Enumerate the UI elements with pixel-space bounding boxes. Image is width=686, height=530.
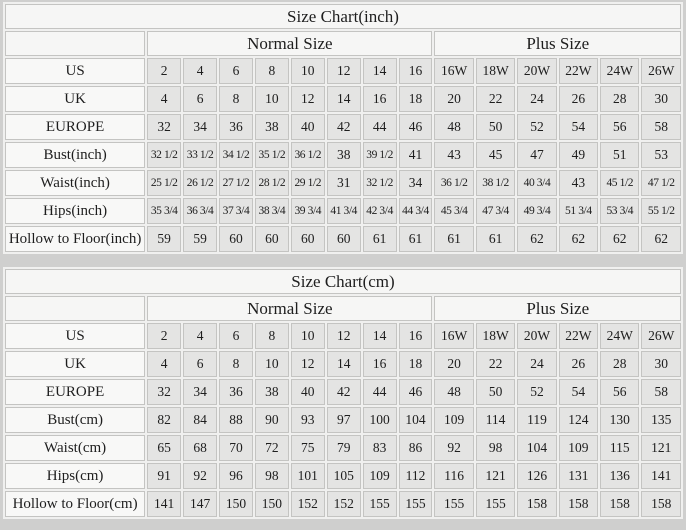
size-value-cell: 158 bbox=[517, 491, 556, 517]
size-value-cell: 91 bbox=[147, 463, 181, 489]
table-title: Size Chart(cm) bbox=[5, 269, 681, 294]
size-value-cell: 31 bbox=[327, 170, 361, 196]
size-value-cell: 60 bbox=[327, 226, 361, 252]
size-value-cell: 155 bbox=[434, 491, 473, 517]
size-value-cell: 61 bbox=[399, 226, 433, 252]
size-value-cell: 114 bbox=[476, 407, 515, 433]
size-value-cell: 20 bbox=[434, 351, 473, 377]
size-value-cell: 41 3/4 bbox=[327, 198, 361, 224]
size-value-cell: 39 3/4 bbox=[291, 198, 325, 224]
size-value-cell: 115 bbox=[600, 435, 639, 461]
size-value-cell: 24W bbox=[600, 58, 639, 84]
column-group-row bbox=[5, 31, 681, 56]
size-value-cell: 97 bbox=[327, 407, 361, 433]
size-value-cell: 37 3/4 bbox=[219, 198, 253, 224]
size-value-cell: 44 bbox=[363, 114, 397, 140]
size-value-cell: 119 bbox=[517, 407, 556, 433]
size-value-cell: 24 bbox=[517, 86, 556, 112]
table-row bbox=[5, 463, 681, 489]
row-label: UK bbox=[5, 86, 145, 112]
size-value-cell: 26 1/2 bbox=[183, 170, 217, 196]
size-value-cell: 62 bbox=[600, 226, 639, 252]
size-value-cell: 147 bbox=[183, 491, 217, 517]
size-value-cell: 44 3/4 bbox=[399, 198, 433, 224]
size-value-cell: 26W bbox=[641, 323, 681, 349]
size-value-cell: 18W bbox=[476, 58, 515, 84]
size-value-cell: 36 1/2 bbox=[434, 170, 473, 196]
size-value-cell: 33 1/2 bbox=[183, 142, 217, 168]
size-value-cell: 20W bbox=[517, 58, 556, 84]
size-value-cell: 18W bbox=[476, 323, 515, 349]
size-value-cell: 59 bbox=[183, 226, 217, 252]
size-value-cell: 126 bbox=[517, 463, 556, 489]
table-row bbox=[5, 86, 681, 112]
normal-size-header: Normal Size bbox=[147, 296, 432, 321]
size-value-cell: 8 bbox=[219, 351, 253, 377]
size-value-cell: 14 bbox=[327, 351, 361, 377]
size-value-cell: 51 bbox=[600, 142, 639, 168]
size-value-cell: 101 bbox=[291, 463, 325, 489]
size-value-cell: 47 bbox=[517, 142, 556, 168]
size-value-cell: 16W bbox=[434, 323, 473, 349]
size-value-cell: 58 bbox=[641, 114, 681, 140]
size-value-cell: 82 bbox=[147, 407, 181, 433]
size-value-cell: 2 bbox=[147, 323, 181, 349]
size-chart-cm-body bbox=[5, 323, 681, 517]
size-value-cell: 50 bbox=[476, 379, 515, 405]
size-value-cell: 26 bbox=[559, 351, 598, 377]
size-value-cell: 22 bbox=[476, 351, 515, 377]
size-value-cell: 14 bbox=[363, 58, 397, 84]
size-value-cell: 30 bbox=[641, 351, 681, 377]
size-value-cell: 22W bbox=[559, 58, 598, 84]
size-value-cell: 75 bbox=[291, 435, 325, 461]
size-value-cell: 29 1/2 bbox=[291, 170, 325, 196]
size-value-cell: 32 bbox=[147, 114, 181, 140]
size-value-cell: 141 bbox=[641, 463, 681, 489]
size-value-cell: 41 bbox=[399, 142, 433, 168]
size-value-cell: 90 bbox=[255, 407, 289, 433]
size-value-cell: 100 bbox=[363, 407, 397, 433]
size-value-cell: 8 bbox=[255, 58, 289, 84]
size-value-cell: 16 bbox=[363, 86, 397, 112]
size-value-cell: 38 bbox=[255, 114, 289, 140]
row-label: Hollow to Floor(cm) bbox=[5, 491, 145, 517]
table-row bbox=[5, 226, 681, 252]
size-value-cell: 56 bbox=[600, 379, 639, 405]
size-value-cell: 4 bbox=[183, 58, 217, 84]
size-value-cell: 112 bbox=[399, 463, 433, 489]
size-value-cell: 131 bbox=[559, 463, 598, 489]
size-value-cell: 48 bbox=[434, 114, 473, 140]
table-row bbox=[5, 323, 681, 349]
size-value-cell: 104 bbox=[399, 407, 433, 433]
size-value-cell: 46 bbox=[399, 379, 433, 405]
row-label: Waist(cm) bbox=[5, 435, 145, 461]
size-value-cell: 16 bbox=[399, 323, 433, 349]
size-value-cell: 61 bbox=[363, 226, 397, 252]
size-value-cell: 40 3/4 bbox=[517, 170, 556, 196]
size-value-cell: 68 bbox=[183, 435, 217, 461]
row-label: Hollow to Floor(inch) bbox=[5, 226, 145, 252]
table-row bbox=[5, 407, 681, 433]
size-value-cell: 136 bbox=[600, 463, 639, 489]
size-value-cell: 10 bbox=[291, 58, 325, 84]
size-value-cell: 116 bbox=[434, 463, 473, 489]
size-value-cell: 16W bbox=[434, 58, 473, 84]
corner-cell bbox=[5, 31, 145, 56]
size-chart-inch-table bbox=[3, 2, 683, 254]
size-value-cell: 43 bbox=[434, 142, 473, 168]
size-value-cell: 36 1/2 bbox=[291, 142, 325, 168]
row-label: US bbox=[5, 323, 145, 349]
table-row bbox=[5, 491, 681, 517]
size-value-cell: 51 3/4 bbox=[559, 198, 598, 224]
size-value-cell: 47 3/4 bbox=[476, 198, 515, 224]
size-value-cell: 58 bbox=[641, 379, 681, 405]
size-value-cell: 35 3/4 bbox=[147, 198, 181, 224]
size-value-cell: 38 1/2 bbox=[476, 170, 515, 196]
size-value-cell: 26W bbox=[641, 58, 681, 84]
size-value-cell: 22W bbox=[559, 323, 598, 349]
table-row bbox=[5, 379, 681, 405]
size-value-cell: 26 bbox=[559, 86, 598, 112]
row-label: Waist(inch) bbox=[5, 170, 145, 196]
size-value-cell: 12 bbox=[327, 58, 361, 84]
size-value-cell: 59 bbox=[147, 226, 181, 252]
size-value-cell: 36 3/4 bbox=[183, 198, 217, 224]
size-value-cell: 55 1/2 bbox=[641, 198, 681, 224]
size-value-cell: 34 bbox=[183, 114, 217, 140]
size-value-cell: 104 bbox=[517, 435, 556, 461]
size-value-cell: 12 bbox=[291, 351, 325, 377]
size-value-cell: 83 bbox=[363, 435, 397, 461]
size-value-cell: 28 1/2 bbox=[255, 170, 289, 196]
size-value-cell: 86 bbox=[399, 435, 433, 461]
size-value-cell: 155 bbox=[363, 491, 397, 517]
size-value-cell: 72 bbox=[255, 435, 289, 461]
row-label: EUROPE bbox=[5, 379, 145, 405]
size-value-cell: 105 bbox=[327, 463, 361, 489]
size-value-cell: 130 bbox=[600, 407, 639, 433]
size-value-cell: 92 bbox=[434, 435, 473, 461]
size-value-cell: 49 3/4 bbox=[517, 198, 556, 224]
size-value-cell: 27 1/2 bbox=[219, 170, 253, 196]
size-value-cell: 20W bbox=[517, 323, 556, 349]
size-value-cell: 36 bbox=[219, 114, 253, 140]
size-value-cell: 40 bbox=[291, 379, 325, 405]
size-value-cell: 39 1/2 bbox=[363, 142, 397, 168]
size-value-cell: 45 bbox=[476, 142, 515, 168]
size-value-cell: 124 bbox=[559, 407, 598, 433]
size-value-cell: 43 bbox=[559, 170, 598, 196]
size-value-cell: 135 bbox=[641, 407, 681, 433]
corner-cell bbox=[5, 296, 145, 321]
normal-size-header: Normal Size bbox=[147, 31, 432, 56]
size-chart-inch-body bbox=[5, 58, 681, 252]
size-value-cell: 34 1/2 bbox=[219, 142, 253, 168]
size-value-cell: 62 bbox=[517, 226, 556, 252]
size-value-cell: 10 bbox=[255, 351, 289, 377]
table-row bbox=[5, 58, 681, 84]
size-value-cell: 152 bbox=[291, 491, 325, 517]
size-value-cell: 6 bbox=[219, 323, 253, 349]
size-value-cell: 79 bbox=[327, 435, 361, 461]
table-row bbox=[5, 142, 681, 168]
size-value-cell: 46 bbox=[399, 114, 433, 140]
size-value-cell: 61 bbox=[476, 226, 515, 252]
size-value-cell: 50 bbox=[476, 114, 515, 140]
row-label: EUROPE bbox=[5, 114, 145, 140]
table-row bbox=[5, 351, 681, 377]
size-value-cell: 4 bbox=[147, 86, 181, 112]
size-value-cell: 158 bbox=[600, 491, 639, 517]
table-row bbox=[5, 435, 681, 461]
size-value-cell: 84 bbox=[183, 407, 217, 433]
table-row bbox=[5, 114, 681, 140]
size-value-cell: 38 bbox=[255, 379, 289, 405]
size-value-cell: 8 bbox=[255, 323, 289, 349]
size-value-cell: 12 bbox=[327, 323, 361, 349]
size-value-cell: 158 bbox=[641, 491, 681, 517]
size-value-cell: 16 bbox=[363, 351, 397, 377]
size-value-cell: 20 bbox=[434, 86, 473, 112]
row-label: Bust(cm) bbox=[5, 407, 145, 433]
size-value-cell: 12 bbox=[291, 86, 325, 112]
size-value-cell: 42 bbox=[327, 379, 361, 405]
size-value-cell: 45 3/4 bbox=[434, 198, 473, 224]
table-row bbox=[5, 170, 681, 196]
size-value-cell: 4 bbox=[183, 323, 217, 349]
size-value-cell: 34 bbox=[183, 379, 217, 405]
size-value-cell: 109 bbox=[559, 435, 598, 461]
size-value-cell: 60 bbox=[219, 226, 253, 252]
size-value-cell: 28 bbox=[600, 86, 639, 112]
size-value-cell: 96 bbox=[219, 463, 253, 489]
size-value-cell: 152 bbox=[327, 491, 361, 517]
size-value-cell: 40 bbox=[291, 114, 325, 140]
column-group-row bbox=[5, 296, 681, 321]
size-value-cell: 62 bbox=[641, 226, 681, 252]
size-value-cell: 52 bbox=[517, 114, 556, 140]
size-value-cell: 121 bbox=[476, 463, 515, 489]
size-value-cell: 36 bbox=[219, 379, 253, 405]
size-value-cell: 2 bbox=[147, 58, 181, 84]
size-value-cell: 18 bbox=[399, 351, 433, 377]
size-value-cell: 61 bbox=[434, 226, 473, 252]
size-value-cell: 18 bbox=[399, 86, 433, 112]
size-value-cell: 70 bbox=[219, 435, 253, 461]
size-value-cell: 14 bbox=[363, 323, 397, 349]
size-chart-cm-table bbox=[3, 267, 683, 519]
size-value-cell: 38 3/4 bbox=[255, 198, 289, 224]
size-value-cell: 48 bbox=[434, 379, 473, 405]
table-title-row bbox=[5, 4, 681, 29]
row-label: Hips(inch) bbox=[5, 198, 145, 224]
table-row bbox=[5, 198, 681, 224]
size-value-cell: 141 bbox=[147, 491, 181, 517]
size-value-cell: 60 bbox=[255, 226, 289, 252]
size-value-cell: 32 1/2 bbox=[363, 170, 397, 196]
size-value-cell: 155 bbox=[399, 491, 433, 517]
size-value-cell: 54 bbox=[559, 379, 598, 405]
size-value-cell: 38 bbox=[327, 142, 361, 168]
size-value-cell: 30 bbox=[641, 86, 681, 112]
size-value-cell: 93 bbox=[291, 407, 325, 433]
size-value-cell: 6 bbox=[183, 351, 217, 377]
size-value-cell: 62 bbox=[559, 226, 598, 252]
row-label: UK bbox=[5, 351, 145, 377]
size-value-cell: 49 bbox=[559, 142, 598, 168]
size-value-cell: 88 bbox=[219, 407, 253, 433]
size-value-cell: 14 bbox=[327, 86, 361, 112]
size-value-cell: 121 bbox=[641, 435, 681, 461]
row-label: Bust(inch) bbox=[5, 142, 145, 168]
row-label: Hips(cm) bbox=[5, 463, 145, 489]
size-value-cell: 56 bbox=[600, 114, 639, 140]
size-value-cell: 34 bbox=[399, 170, 433, 196]
size-value-cell: 24W bbox=[600, 323, 639, 349]
size-value-cell: 109 bbox=[363, 463, 397, 489]
size-value-cell: 32 1/2 bbox=[147, 142, 181, 168]
row-label: US bbox=[5, 58, 145, 84]
size-value-cell: 44 bbox=[363, 379, 397, 405]
size-value-cell: 4 bbox=[147, 351, 181, 377]
size-value-cell: 10 bbox=[255, 86, 289, 112]
size-value-cell: 45 1/2 bbox=[600, 170, 639, 196]
table-title-row bbox=[5, 269, 681, 294]
size-value-cell: 8 bbox=[219, 86, 253, 112]
size-value-cell: 150 bbox=[255, 491, 289, 517]
size-value-cell: 65 bbox=[147, 435, 181, 461]
size-value-cell: 155 bbox=[476, 491, 515, 517]
size-value-cell: 22 bbox=[476, 86, 515, 112]
size-value-cell: 42 bbox=[327, 114, 361, 140]
size-value-cell: 6 bbox=[183, 86, 217, 112]
size-value-cell: 54 bbox=[559, 114, 598, 140]
size-value-cell: 53 3/4 bbox=[600, 198, 639, 224]
plus-size-header: Plus Size bbox=[434, 296, 681, 321]
size-value-cell: 109 bbox=[434, 407, 473, 433]
size-value-cell: 98 bbox=[476, 435, 515, 461]
size-value-cell: 52 bbox=[517, 379, 556, 405]
size-value-cell: 150 bbox=[219, 491, 253, 517]
size-value-cell: 25 1/2 bbox=[147, 170, 181, 196]
table-title: Size Chart(inch) bbox=[5, 4, 681, 29]
size-value-cell: 35 1/2 bbox=[255, 142, 289, 168]
size-value-cell: 158 bbox=[559, 491, 598, 517]
size-value-cell: 42 3/4 bbox=[363, 198, 397, 224]
size-value-cell: 60 bbox=[291, 226, 325, 252]
size-value-cell: 47 1/2 bbox=[641, 170, 681, 196]
plus-size-header: Plus Size bbox=[434, 31, 681, 56]
size-value-cell: 32 bbox=[147, 379, 181, 405]
size-value-cell: 24 bbox=[517, 351, 556, 377]
size-value-cell: 10 bbox=[291, 323, 325, 349]
size-value-cell: 98 bbox=[255, 463, 289, 489]
size-value-cell: 6 bbox=[219, 58, 253, 84]
size-value-cell: 28 bbox=[600, 351, 639, 377]
size-value-cell: 53 bbox=[641, 142, 681, 168]
size-value-cell: 16 bbox=[399, 58, 433, 84]
size-value-cell: 92 bbox=[183, 463, 217, 489]
